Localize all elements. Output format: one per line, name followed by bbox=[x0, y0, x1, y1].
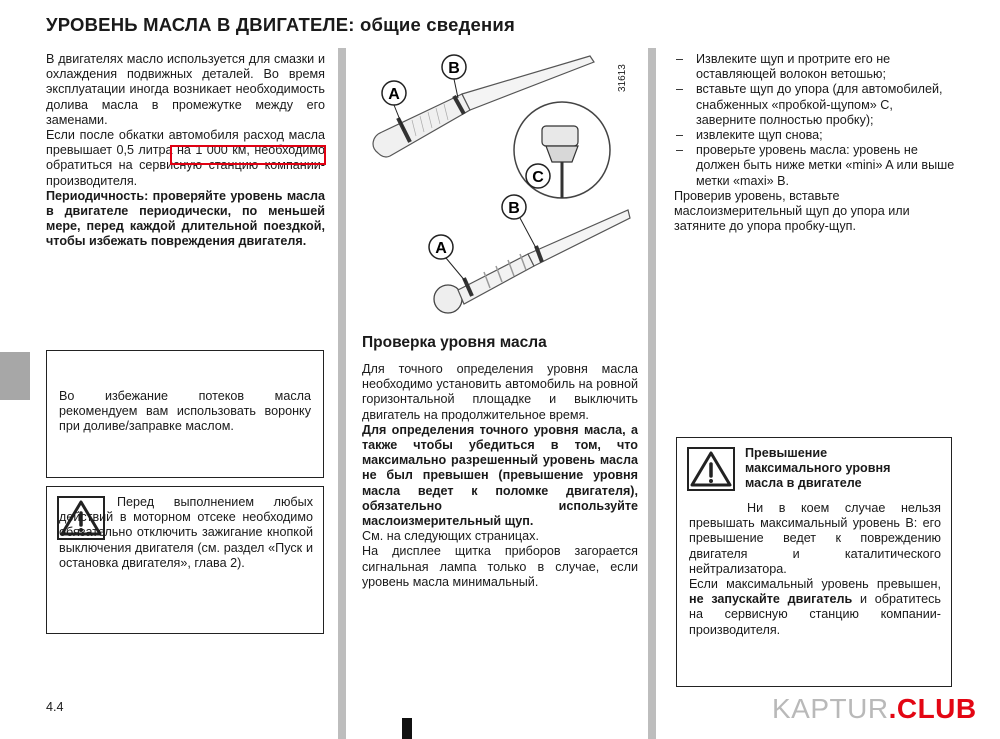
dipstick-bottom-drawing bbox=[434, 210, 630, 313]
list-item-text: вставьте щуп до упора (для автомобилей, снабженных «пробкой-щупом» C, заверните полностью пробку); bbox=[696, 82, 943, 127]
dipstick-required-paragraph: Для определения точного уровня масла, а также чтобы убедиться в том, что максимально разрешенный уровень масла не был превышен (превышение уровня масла ведет к поломке двигателя), обязательно используйте маслоизмерительный щуп. bbox=[362, 422, 638, 529]
label-b-top: B bbox=[448, 60, 460, 77]
label-c: C bbox=[532, 169, 544, 186]
page-title-sub: общие сведения bbox=[354, 14, 515, 35]
bottom-marker bbox=[402, 718, 412, 739]
warning-box-left bbox=[46, 486, 324, 634]
site-logo bbox=[772, 693, 977, 725]
middle-column bbox=[362, 362, 638, 590]
note-box bbox=[46, 350, 324, 478]
list-item: – Извлеките щуп и протрите его не оставляющей волокон ветошью; bbox=[676, 52, 891, 82]
periodicity-paragraph: Периодичность: проверяйте уровень масла в двигателе периодически, по меньшей мере, перед каждой длительной поездкой, чтобы избежать повреждения двигателя. bbox=[46, 188, 325, 249]
dipstick-illustration bbox=[350, 50, 640, 330]
list-item: – проверьте уровень масла: уровень не должен быть ниже метки «mini» A или выше метки «maxi» B. bbox=[676, 143, 955, 188]
warning-right-p2-bold: не запускайте двигатель bbox=[689, 592, 853, 607]
consumption-text-b: необходимо обратиться на сервисную станцию компании-производителя. bbox=[46, 143, 326, 188]
see-next-pages: См. на следующих страницах. bbox=[362, 529, 539, 544]
figure-reference: 31613 bbox=[617, 64, 628, 92]
logo-accent: .CLUB bbox=[888, 693, 977, 724]
after-check-paragraph: Проверив уровень, вставьте маслоизмерительный щуп до упора или затяните до упора пробку-щуп. bbox=[674, 188, 910, 234]
consumption-highlight-text: 0,5 литра на 1 000 км, bbox=[116, 143, 250, 158]
list-item-text: Извлеките щуп и протрите его не оставляющей волокон ветошью; bbox=[696, 52, 891, 82]
warning-right-p2-a: Если максимальный уровень превышен, bbox=[689, 577, 941, 592]
page-title-main: УРОВЕНЬ МАСЛА В ДВИГАТЕЛЕ: bbox=[46, 14, 355, 35]
warning-box-right bbox=[676, 437, 952, 687]
level-check-paragraph: Для точного определения уровня масла необходимо установить автомобиль на ровной горизонтальной площадке и выключить двигатель на продолжительное время. bbox=[362, 362, 638, 422]
warning-right-p2-b: и обратитесь на сервисную станцию компании-производителя. bbox=[689, 592, 941, 637]
section-title: Проверка уровня масла bbox=[362, 334, 547, 351]
warning-box-right-body bbox=[689, 501, 941, 638]
list-item: – извлеките щуп снова; bbox=[676, 128, 823, 143]
consumption-text-a: Если после обкатки автомобиля расход масла превышает bbox=[46, 128, 325, 158]
warning-icon bbox=[687, 447, 735, 491]
logo-main: KAPTUR bbox=[772, 693, 889, 724]
page-title bbox=[46, 14, 686, 36]
note-box-text: Во избежание потеков масла рекомендуем вам использовать воронку при доливе/заправке маслом. bbox=[59, 389, 311, 434]
warning-box-right-title: Превышение максимального уровня масла в двигателе bbox=[745, 446, 891, 491]
intro-paragraph: В двигателях масло используется для смазки и охлаждения подвижных деталей. Во время эксплуатации иногда возникает необходимость долива масла в промежутке между его заменами. bbox=[46, 52, 325, 127]
label-b-bottom: B bbox=[508, 200, 520, 217]
column-divider-left bbox=[338, 48, 346, 739]
warning-right-p1: Ни в коем случае нельзя превышать максимальный уровень B: его превышение ведет к повреждению двигателя и каталитического нейтрализатора. bbox=[689, 501, 941, 576]
list-item-text: извлеките щуп снова; bbox=[696, 128, 823, 143]
page-number: 4.4 bbox=[46, 700, 64, 714]
warning-right-p2 bbox=[689, 577, 941, 638]
list-item: – вставьте щуп до упора (для автомобилей, снабженных «пробкой-щупом» C, заверните полностью пробку); bbox=[676, 82, 943, 127]
column-divider-right bbox=[648, 48, 656, 739]
label-a-bottom: A bbox=[435, 240, 447, 257]
warning-box-left-text: Перед выполнением любых действий в моторном отсеке необходимо обязательно отключить зажигание кнопкой выключения двигателя (см. раздел «Пуск и остановка двигателя», глава 2). bbox=[59, 495, 313, 570]
procedure-list bbox=[674, 52, 956, 234]
warning-lamp-paragraph: На дисплее щитка приборов загорается сигнальная лампа только в случае, если уровень масла минимальный. bbox=[362, 544, 638, 589]
list-item-text: проверьте уровень масла: уровень не должен быть ниже метки «mini» A или выше метки «maxi» B. bbox=[696, 143, 955, 188]
label-a-top: A bbox=[388, 86, 400, 103]
chapter-side-tab bbox=[0, 352, 30, 400]
highlight-frame bbox=[170, 145, 326, 165]
